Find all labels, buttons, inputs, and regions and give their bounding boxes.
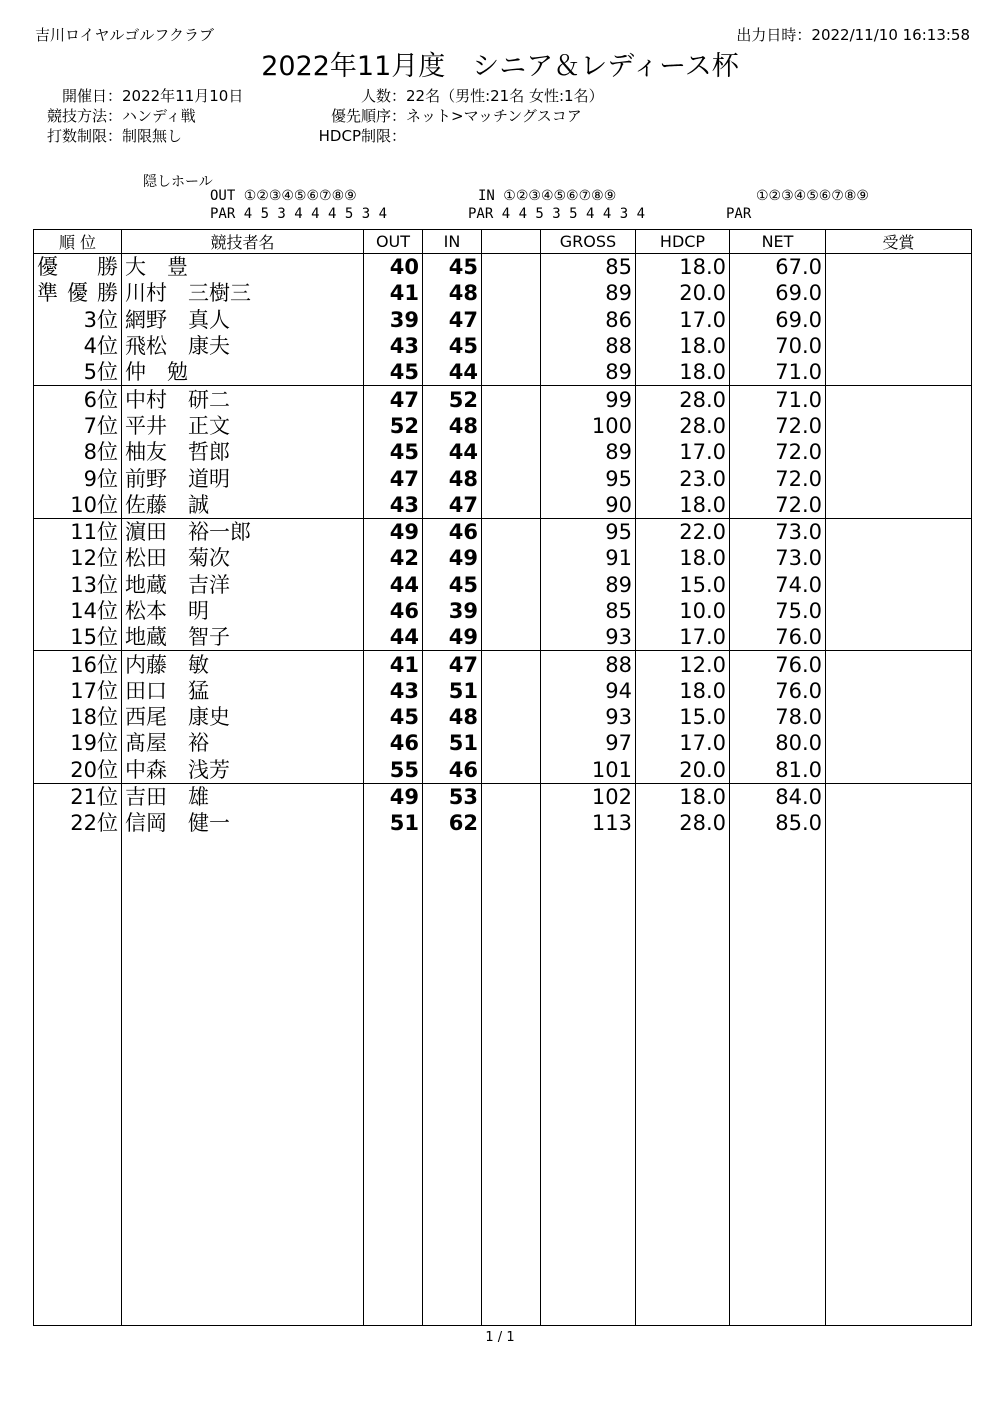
header-out: OUT [364, 230, 423, 254]
out-holes: OUT ①②③④⑤⑥⑦⑧⑨ [210, 188, 357, 204]
award-cell [826, 280, 972, 306]
in-cell: 49 [423, 545, 482, 571]
in-cell: 46 [423, 757, 482, 784]
hdcp-cell: 17.0 [636, 439, 730, 465]
name-cell: 中村 研二 [122, 386, 364, 413]
blank-cell [482, 704, 541, 730]
hdcp-cell: 18.0 [636, 678, 730, 704]
gross-cell: 95 [541, 518, 636, 545]
hdcp-cell: 15.0 [636, 572, 730, 598]
out-cell: 45 [364, 704, 423, 730]
rank-cell: 9位 [34, 465, 122, 491]
gross-cell: 89 [541, 280, 636, 306]
net-cell: 69.0 [730, 280, 826, 306]
hdcp-cell: 18.0 [636, 254, 730, 281]
table-filler-row [34, 837, 972, 1326]
header-net: NET [730, 230, 826, 254]
name-cell: 松田 菊次 [122, 545, 364, 571]
award-cell [826, 624, 972, 651]
in-cell: 39 [423, 598, 482, 624]
in-cell: 45 [423, 572, 482, 598]
players-value: 22名（男性:21名 女性:1名） [406, 87, 604, 105]
in-cell: 46 [423, 518, 482, 545]
out-cell: 47 [364, 386, 423, 413]
hdcp-cell: 10.0 [636, 598, 730, 624]
rank-cell: 3位 [34, 307, 122, 333]
in-cell: 62 [423, 810, 482, 836]
award-cell [826, 730, 972, 756]
in-holes: IN ①②③④⑤⑥⑦⑧⑨ [478, 188, 617, 204]
header-in: IN [423, 230, 482, 254]
out-cell: 42 [364, 545, 423, 571]
name-cell: 平井 正文 [122, 413, 364, 439]
in-cell: 47 [423, 651, 482, 678]
net-cell: 71.0 [730, 359, 826, 386]
gross-cell: 90 [541, 492, 636, 519]
blank-cell [482, 280, 541, 306]
gross-cell: 93 [541, 704, 636, 730]
rank-cell: 11位 [34, 518, 122, 545]
blank-cell [482, 598, 541, 624]
in-cell: 48 [423, 704, 482, 730]
in-cell: 51 [423, 730, 482, 756]
name-cell: 吉田 雄 [122, 783, 364, 810]
net-cell: 76.0 [730, 624, 826, 651]
header-hdcp: HDCP [636, 230, 730, 254]
out-cell: 49 [364, 783, 423, 810]
award-cell [826, 307, 972, 333]
out-cell: 46 [364, 598, 423, 624]
hdcp-cell: 20.0 [636, 280, 730, 306]
hdcp-cell: 18.0 [636, 492, 730, 519]
award-cell [826, 359, 972, 386]
award-cell [826, 572, 972, 598]
table-row [34, 413, 972, 439]
hdcp-cell: 18.0 [636, 359, 730, 386]
out-cell: 52 [364, 413, 423, 439]
hdcp-cell: 18.0 [636, 545, 730, 571]
net-cell: 73.0 [730, 518, 826, 545]
award-cell [826, 757, 972, 784]
in-cell: 47 [423, 307, 482, 333]
out-cell: 44 [364, 572, 423, 598]
table-row [34, 280, 972, 306]
award-cell [826, 545, 972, 571]
meta-right [300, 86, 604, 146]
rank-cell: 7位 [34, 413, 122, 439]
gross-cell: 88 [541, 651, 636, 678]
name-cell: 佐藤 誠 [122, 492, 364, 519]
gross-cell: 85 [541, 254, 636, 281]
name-cell: 大 豊 [122, 254, 364, 281]
net-cell: 72.0 [730, 413, 826, 439]
in-cell: 49 [423, 624, 482, 651]
gross-cell: 94 [541, 678, 636, 704]
header-rank: 順 位 [34, 230, 122, 254]
date-value: 2022年11月10日 [122, 87, 244, 105]
rank-cell: 8位 [34, 439, 122, 465]
net-cell: 73.0 [730, 545, 826, 571]
blank-cell [482, 307, 541, 333]
rank-cell: 12位 [34, 545, 122, 571]
blank-cell [482, 518, 541, 545]
rank-cell: 17位 [34, 678, 122, 704]
in-cell: 52 [423, 386, 482, 413]
name-cell: 飛松 康夫 [122, 333, 364, 359]
priority-label: 優先順序： [330, 107, 406, 125]
net-cell: 75.0 [730, 598, 826, 624]
net-cell: 69.0 [730, 307, 826, 333]
name-cell: 仲 勉 [122, 359, 364, 386]
filler-cell [34, 837, 122, 1326]
out-cell: 45 [364, 439, 423, 465]
blank-cell [482, 492, 541, 519]
filler-cell [730, 837, 826, 1326]
hdcp-cell: 28.0 [636, 386, 730, 413]
table-row [34, 704, 972, 730]
header-blank [482, 230, 541, 254]
award-cell [826, 783, 972, 810]
rank-cell: 21位 [34, 783, 122, 810]
blank-cell [482, 624, 541, 651]
out-par: PAR 4 5 3 4 4 4 5 3 4 [210, 206, 388, 222]
net-cell: 67.0 [730, 254, 826, 281]
name-cell: 柚友 哲郎 [122, 439, 364, 465]
hdcp-cell: 28.0 [636, 810, 730, 836]
filler-cell [364, 837, 423, 1326]
out-cell: 55 [364, 757, 423, 784]
gross-cell: 89 [541, 439, 636, 465]
rank-cell: 20位 [34, 757, 122, 784]
hdcp-cell: 17.0 [636, 624, 730, 651]
blank-cell [482, 757, 541, 784]
net-cell: 72.0 [730, 492, 826, 519]
header-gross: GROSS [541, 230, 636, 254]
net-cell: 81.0 [730, 757, 826, 784]
hdcp-cell: 23.0 [636, 465, 730, 491]
gross-cell: 91 [541, 545, 636, 571]
in-cell: 47 [423, 492, 482, 519]
table-row [34, 545, 972, 571]
out-cell: 46 [364, 730, 423, 756]
filler-cell [541, 837, 636, 1326]
blank-cell [482, 783, 541, 810]
rank-cell: 15位 [34, 624, 122, 651]
award-cell [826, 254, 972, 281]
out-cell: 40 [364, 254, 423, 281]
award-cell [826, 678, 972, 704]
blank-cell [482, 439, 541, 465]
blank-cell [482, 678, 541, 704]
name-cell: 田口 猛 [122, 678, 364, 704]
name-cell: 地蔵 智子 [122, 624, 364, 651]
name-cell: 内藤 敏 [122, 651, 364, 678]
extra-par: PAR [726, 206, 752, 222]
out-cell: 43 [364, 678, 423, 704]
header-award: 受賞 [826, 230, 972, 254]
hdcp-cell: 28.0 [636, 413, 730, 439]
gross-cell: 99 [541, 386, 636, 413]
gross-cell: 95 [541, 465, 636, 491]
award-cell [826, 492, 972, 519]
filler-cell [826, 837, 972, 1326]
table-row [34, 572, 972, 598]
in-cell: 48 [423, 465, 482, 491]
rank-cell: 5位 [34, 359, 122, 386]
priority-value: ネット>マッチングスコア [406, 107, 582, 125]
blank-cell [482, 572, 541, 598]
out-cell: 43 [364, 492, 423, 519]
blank-cell [482, 545, 541, 571]
hdcp-cell: 22.0 [636, 518, 730, 545]
hdcp-label: HDCP制限： [318, 127, 406, 145]
gross-cell: 97 [541, 730, 636, 756]
filler-cell [636, 837, 730, 1326]
table-row [34, 518, 972, 545]
header-name: 競技者名 [122, 230, 364, 254]
net-cell: 84.0 [730, 783, 826, 810]
table-row [34, 465, 972, 491]
award-cell [826, 704, 972, 730]
gross-cell: 101 [541, 757, 636, 784]
table-row [34, 624, 972, 651]
award-cell [826, 333, 972, 359]
name-cell: 髙屋 裕 [122, 730, 364, 756]
rank-cell: 22位 [34, 810, 122, 836]
in-cell: 45 [423, 333, 482, 359]
meta-left [40, 86, 243, 146]
in-cell: 53 [423, 783, 482, 810]
name-cell: 網野 真人 [122, 307, 364, 333]
table-row [34, 651, 972, 678]
club-name: 吉川ロイヤルゴルフクラブ [35, 26, 214, 44]
name-cell: 松本 明 [122, 598, 364, 624]
table-row [34, 492, 972, 519]
net-cell: 76.0 [730, 651, 826, 678]
out-cell: 43 [364, 333, 423, 359]
name-cell: 前野 道明 [122, 465, 364, 491]
blank-cell [482, 730, 541, 756]
in-cell: 48 [423, 413, 482, 439]
out-cell: 39 [364, 307, 423, 333]
out-cell: 44 [364, 624, 423, 651]
hdcp-cell: 18.0 [636, 333, 730, 359]
blank-cell [482, 413, 541, 439]
name-cell: 西尾 康史 [122, 704, 364, 730]
hdcp-cell: 17.0 [636, 307, 730, 333]
net-cell: 80.0 [730, 730, 826, 756]
rank-cell: 14位 [34, 598, 122, 624]
printed-datetime: 出力日時：2022/11/10 16:13:58 [736, 26, 970, 44]
in-cell: 44 [423, 359, 482, 386]
award-cell [826, 439, 972, 465]
gross-cell: 113 [541, 810, 636, 836]
award-cell [826, 598, 972, 624]
blank-cell [482, 386, 541, 413]
rank-cell: 18位 [34, 704, 122, 730]
hidden-holes-title: 隠しホール [143, 174, 213, 190]
method-value: ハンディ戦 [122, 107, 196, 125]
name-cell: 濵田 裕一郎 [122, 518, 364, 545]
gross-cell: 88 [541, 333, 636, 359]
gross-cell: 93 [541, 624, 636, 651]
name-cell: 中森 浅芳 [122, 757, 364, 784]
out-cell: 45 [364, 359, 423, 386]
in-cell: 45 [423, 254, 482, 281]
gross-cell: 85 [541, 598, 636, 624]
page-number: 1 / 1 [485, 1330, 515, 1345]
net-cell: 71.0 [730, 386, 826, 413]
rank-cell: 6位 [34, 386, 122, 413]
net-cell: 72.0 [730, 465, 826, 491]
method-label: 競技方法： [46, 107, 122, 125]
name-cell: 川村 三樹三 [122, 280, 364, 306]
blank-cell [482, 810, 541, 836]
net-cell: 85.0 [730, 810, 826, 836]
award-cell [826, 413, 972, 439]
gross-cell: 86 [541, 307, 636, 333]
net-cell: 70.0 [730, 333, 826, 359]
table-row [34, 254, 972, 281]
players-label: 人数： [360, 87, 406, 105]
blank-cell [482, 333, 541, 359]
table-row [34, 678, 972, 704]
rank-cell: 13位 [34, 572, 122, 598]
out-cell: 51 [364, 810, 423, 836]
in-cell: 48 [423, 280, 482, 306]
results-table [33, 229, 972, 1326]
rank-cell: 準優勝 [34, 280, 122, 306]
out-cell: 49 [364, 518, 423, 545]
table-row [34, 783, 972, 810]
rank-cell: 4位 [34, 333, 122, 359]
award-cell [826, 465, 972, 491]
hdcp-cell: 20.0 [636, 757, 730, 784]
filler-cell [423, 837, 482, 1326]
in-cell: 44 [423, 439, 482, 465]
net-cell: 76.0 [730, 678, 826, 704]
rank-cell: 16位 [34, 651, 122, 678]
blank-cell [482, 359, 541, 386]
table-row [34, 730, 972, 756]
table-row [34, 598, 972, 624]
filler-cell [122, 837, 364, 1326]
hdcp-cell: 15.0 [636, 704, 730, 730]
rank-cell: 10位 [34, 492, 122, 519]
gross-cell: 100 [541, 413, 636, 439]
blank-cell [482, 465, 541, 491]
in-cell: 51 [423, 678, 482, 704]
table-row [34, 757, 972, 784]
gross-cell: 89 [541, 359, 636, 386]
table-row [34, 307, 972, 333]
net-cell: 78.0 [730, 704, 826, 730]
rank-cell: 優 勝 [34, 254, 122, 281]
rank-cell: 19位 [34, 730, 122, 756]
table-row [34, 386, 972, 413]
hdcp-cell: 18.0 [636, 783, 730, 810]
net-cell: 74.0 [730, 572, 826, 598]
table-row [34, 439, 972, 465]
gross-cell: 102 [541, 783, 636, 810]
out-cell: 41 [364, 280, 423, 306]
limit-label: 打数制限： [46, 127, 122, 145]
table-header [34, 230, 972, 254]
table-row [34, 810, 972, 836]
net-cell: 72.0 [730, 439, 826, 465]
gross-cell: 89 [541, 572, 636, 598]
award-cell [826, 518, 972, 545]
in-par: PAR 4 4 5 3 5 4 4 3 4 [468, 206, 646, 222]
date-label: 開催日： [61, 87, 122, 105]
out-cell: 47 [364, 465, 423, 491]
name-cell: 信岡 健一 [122, 810, 364, 836]
extra-holes: ①②③④⑤⑥⑦⑧⑨ [756, 188, 869, 204]
limit-value: 制限無し [122, 127, 183, 145]
table-row [34, 333, 972, 359]
table-row [34, 359, 972, 386]
blank-cell [482, 254, 541, 281]
award-cell [826, 651, 972, 678]
blank-cell [482, 651, 541, 678]
filler-cell [482, 837, 541, 1326]
award-cell [826, 386, 972, 413]
page-title: 2022年11月度 シニア＆レディース杯 [261, 51, 739, 82]
hdcp-cell: 12.0 [636, 651, 730, 678]
award-cell [826, 810, 972, 836]
name-cell: 地蔵 吉洋 [122, 572, 364, 598]
out-cell: 41 [364, 651, 423, 678]
hdcp-cell: 17.0 [636, 730, 730, 756]
